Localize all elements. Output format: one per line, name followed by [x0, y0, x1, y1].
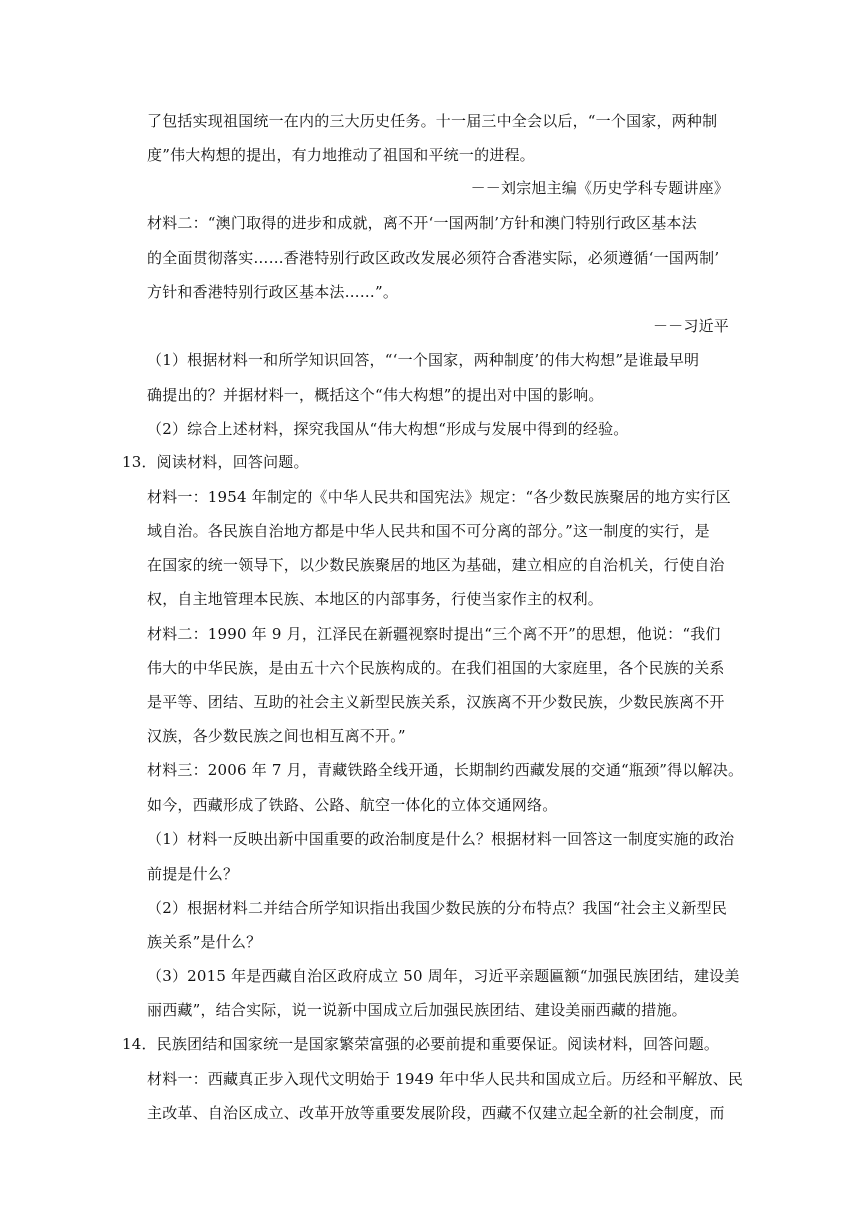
- text-line: 族关系”是什么？: [147, 933, 262, 951]
- sub-question: （1）根据材料一和所学知识回答，“‘一个国家，两种制度’的伟大构想”是谁最早明: [147, 351, 700, 369]
- text-line: 域自治。各民族自治地方都是中华人民共和国不可分离的部分。”这一制度的实行，是: [147, 522, 710, 540]
- text-line: 了包括实现祖国统一在内的三大历史任务。十一届三中全会以后，“一个国家，两种制: [147, 112, 718, 130]
- text-line: 确提出的？并据材料一，概括这个“伟大构想”的提出对中国的影响。: [147, 386, 604, 404]
- text-line: 如今，西藏形成了铁路、公路、航空一体化的立体交通网络。: [147, 796, 558, 814]
- text-line: 的全面贯彻落实……香港特别行政区政改发展必须符合香港实际，必须遵循‘一国两制’: [147, 249, 720, 267]
- material-paragraph: 材料二：1990 年 9 月，江泽民在新疆视察时提出“三个离不开”的思想，他说：“我们: [147, 625, 721, 643]
- sub-question: （1）材料一反映出新中国重要的政治制度是什么？根据材料一回答这一制度实施的政治: [147, 830, 735, 848]
- text-line: 前提是什么？: [147, 865, 239, 883]
- question-heading: 13．阅读材料，回答问题。: [122, 453, 309, 471]
- text-line: 丽西藏”，结合实际，说一说新中国成立后加强民族团结、建设美丽西藏的措施。: [147, 1001, 687, 1019]
- material-paragraph: 材料二：“澳门取得的进步和成就，离不开‘一国两制’方针和澳门特别行政区基本法: [147, 214, 697, 232]
- text-line: 主改革、自治区成立、改革开放等重要发展阶段，西藏不仅建立起全新的社会制度，而: [147, 1104, 725, 1122]
- text-line: 伟大的中华民族，是由五十六个民族构成的。在我们祖国的大家庭里，各个民族的关系: [147, 659, 725, 677]
- citation-source: －－习近平: [652, 317, 729, 335]
- citation-source: －－刘宗旭主编《历史学科专题讲座》: [470, 179, 729, 197]
- sub-question: （2）综合上述材料，探究我国从“伟大构想“形成与发展中得到的经验。: [147, 420, 629, 438]
- material-paragraph: 材料一：西藏真正步入现代文明始于 1949 年中华人民共和国成立后。历经和平解放、民: [147, 1070, 744, 1088]
- text-line: 方针和香港特别行政区基本法……”。: [147, 283, 399, 301]
- text-line: 权，自主地管理本民族、本地区的内部事务，行使当家作主的权利。: [147, 590, 604, 608]
- material-paragraph: 材料三：2006 年 7 月，青藏铁路全线开通，长期制约西藏发展的交通“瓶颈”得以解决。: [147, 761, 744, 779]
- question-heading: 14．民族团结和国家统一是国家繁荣富强的必要前提和重要保证。阅读材料，回答问题。: [122, 1035, 720, 1053]
- sub-question: （3）2015 年是西藏自治区政府成立 50 周年，习近平亲题匾额“加强民族团结，建设美: [147, 967, 740, 985]
- text-line: 在国家的统一领导下，以少数民族聚居的地区为基础，建立相应的自治机关，行使自治: [147, 556, 725, 574]
- text-line: 度”伟大构想的提出，有力地推动了祖国和平统一的进程。: [147, 146, 535, 164]
- sub-question: （2）根据材料二并结合所学知识指出我国少数民族的分布特点？我国“社会主义新型民: [147, 899, 728, 917]
- text-line: 是平等、团结、互助的社会主义新型民族关系，汉族离不开少数民族，少数民族离不开: [147, 693, 725, 711]
- material-paragraph: 材料一：1954 年制定的《中华人民共和国宪法》规定：“各少数民族聚居的地方实行区: [147, 488, 731, 506]
- text-line: 汉族，各少数民族之间也相互离不开。”: [147, 727, 406, 745]
